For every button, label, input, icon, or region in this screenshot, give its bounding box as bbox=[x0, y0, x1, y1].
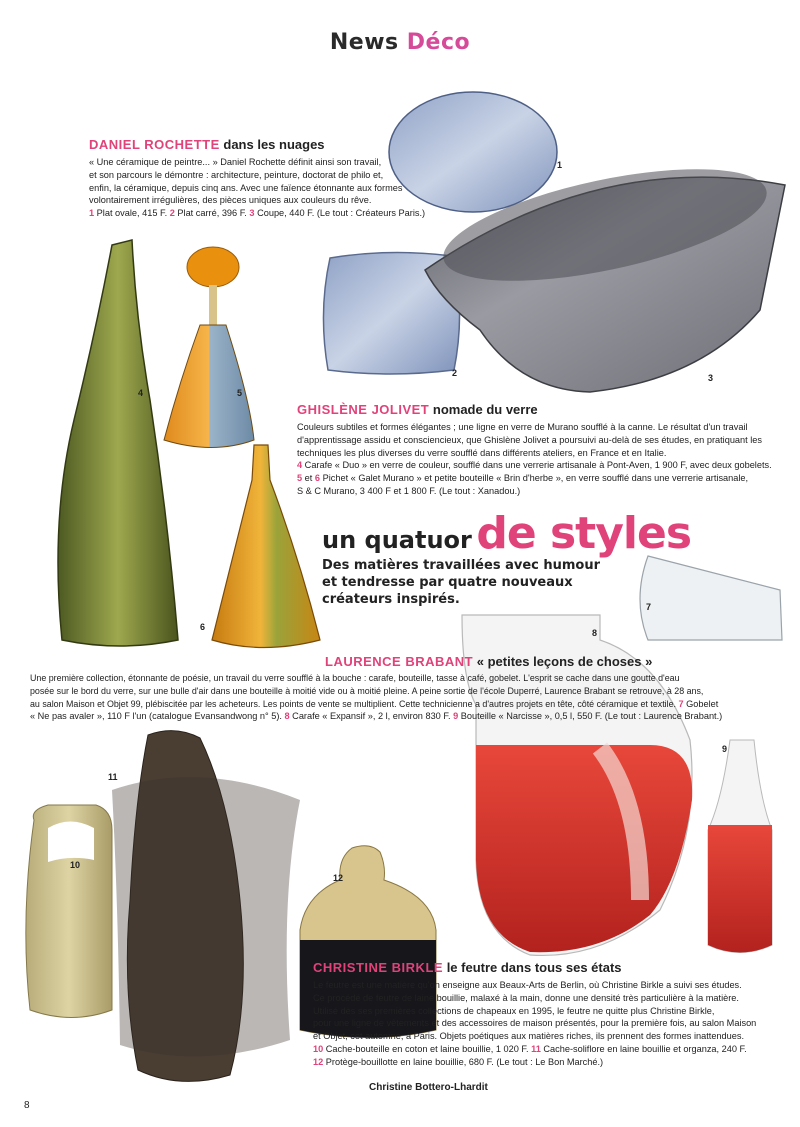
photo-number-8: 8 bbox=[592, 628, 598, 638]
brabant-line: Une première collection, étonnante de poésie, un travail du verre soufflé à la bouche : carafe, bouteille, tasse à café, gobelet. L'esprit se cache dans une goutte d'eau bbox=[30, 673, 680, 683]
jolivet-title bbox=[297, 402, 538, 417]
credit-text: Bouteille « Narcisse », 0,5 l, 550 F. (Le tout : Laurence Brabant.) bbox=[458, 711, 723, 722]
brabant-line-text: au salon Maison et Objet 99, plébiscitée par les acheteurs. Les points de vente se multiplient. Cette technicienne a d'autres projets en tête, côté céramique et textile. bbox=[30, 698, 676, 709]
credit-num: 3 bbox=[249, 208, 255, 219]
credit-num: 9 bbox=[453, 711, 459, 722]
credit-text: Plat carré, 396 F. bbox=[174, 208, 250, 219]
brabant-title bbox=[325, 654, 652, 669]
credit-text: « Ne pas avaler », 110 F l'un (catalogue Evansandwong n° 5). bbox=[30, 711, 285, 722]
credit-text: Gobelet bbox=[683, 698, 719, 709]
jolivet-line: Couleurs subtiles et formes élégantes ; une ligne en verre de Murano soufflé à la canne. Le résultat d'un travail bbox=[297, 422, 748, 432]
credit-num: 6 bbox=[314, 473, 321, 484]
photo-number-10: 10 bbox=[70, 860, 81, 870]
birkle-line: Utilisé dès ses premières collections de chapeaux en 1995, le feutre ne quitte plus Christine Birkle, bbox=[313, 1005, 715, 1016]
photo-number-11: 11 bbox=[108, 772, 118, 782]
rochette-body bbox=[89, 156, 425, 220]
brabant-credit bbox=[30, 710, 722, 723]
photo-number-3: 3 bbox=[708, 373, 714, 383]
credit-num: 2 bbox=[169, 208, 175, 219]
birkle-line: et Objet, cet automne, à Paris. Objets poétiques aux matières riches, ils prennent des formes inattendues. bbox=[313, 1031, 745, 1042]
photo-number-7: 7 bbox=[646, 602, 652, 612]
photo-number-2: 2 bbox=[452, 368, 458, 378]
subheadline-line: créateurs inspirés. bbox=[322, 592, 460, 607]
credit-num: 5 bbox=[297, 473, 303, 484]
credit-text: Plat ovale, 415 F. bbox=[94, 208, 170, 219]
brabant-line: posée sur le bord du verre, sur une bulle d'air dans une bouteille à moitié vide ou à moitié pleine. A peine sortie de l'école Duperré, Laurence Brabant se retrouve, à 28 ans, bbox=[30, 685, 704, 696]
birkle-title bbox=[313, 960, 622, 975]
photo-number-6: 6 bbox=[200, 622, 206, 632]
credit-num: 10 bbox=[313, 1043, 324, 1054]
birkle-line: Ce procédé de feutre de laine bouillie, malaxé à la main, donne une densité très particulière à la matière. bbox=[313, 992, 739, 1003]
subheadline bbox=[322, 557, 600, 608]
jolivet-title-rest: nomade du verre bbox=[432, 402, 538, 417]
photo-number-4: 4 bbox=[138, 388, 144, 398]
credit-num: 1 bbox=[89, 208, 95, 219]
jolivet-name: GHISLÈNE JOLIVET bbox=[297, 402, 430, 417]
rochette-line: enfin, la céramique, depuis cinq ans. Avec une faïence étonnante aux formes bbox=[89, 182, 403, 193]
photo-number-5: 5 bbox=[237, 388, 243, 398]
author-byline: Christine Bottero-Lhardit bbox=[369, 1082, 488, 1093]
credit-text: Cache-soliflore en laine bouillie et organza, 240 F. bbox=[540, 1043, 747, 1054]
brabant-name: LAURENCE BRABANT bbox=[325, 654, 474, 669]
rochette-line: « Une céramique de peintre... » Daniel Rochette définit ainsi son travail, bbox=[89, 157, 382, 167]
birkle-title-rest: le feutre dans tous ses états bbox=[446, 960, 622, 975]
rochette-line: volontairement irrégulières, des pièces uniques aux couleurs du rêve. bbox=[89, 195, 372, 206]
credit-num: 4 bbox=[297, 460, 303, 471]
rochette-name: DANIEL ROCHETTE bbox=[89, 137, 220, 152]
credit-num: 11 bbox=[531, 1043, 541, 1054]
brabant-line bbox=[30, 698, 722, 711]
photo-number-1: 1 bbox=[557, 160, 563, 170]
birkle-credit bbox=[313, 1043, 756, 1056]
rochette-line: et son parcours le démontre : architecture, peinture, doctorat de philo et, bbox=[89, 169, 384, 180]
credit-num: 12 bbox=[313, 1056, 324, 1067]
birkle-line: pour une ligne de vêtements et des accessoires de maison présentés, pour la première fois, au salon Maison bbox=[313, 1018, 757, 1029]
rochette-title bbox=[89, 137, 325, 152]
credit-text: et bbox=[302, 473, 315, 484]
credit-text: Protège-bouillotte en laine bouillie, 680 F. (Le tout : Le Bon Marché.) bbox=[323, 1056, 604, 1067]
page-header bbox=[0, 30, 800, 55]
birkle-body bbox=[313, 979, 756, 1069]
rochette-credit bbox=[89, 207, 425, 220]
brabant-title-rest: « petites leçons de choses » bbox=[476, 654, 653, 669]
headline-part-a: un quatuor bbox=[322, 526, 472, 554]
birkle-credit bbox=[313, 1056, 756, 1069]
photo-number-12: 12 bbox=[333, 873, 344, 883]
birkle-line: Le feutre est une matière qu'on enseigne aux Beaux-Arts de Berlin, où Christine Birkle a suivi ses études. bbox=[313, 980, 742, 990]
jolivet-line: techniques les plus diverses du verre soufflé dans différents ateliers, en France et en Italie. bbox=[297, 447, 667, 458]
subheadline-line: Des matières travaillées avec humour bbox=[322, 558, 601, 573]
birkle-name: CHRISTINE BIRKLE bbox=[313, 960, 444, 975]
credit-text: Cache-bouteille en coton et laine bouillie, 1 020 F. bbox=[323, 1043, 532, 1054]
brabant-body bbox=[30, 672, 722, 723]
jolivet-credit bbox=[297, 472, 772, 485]
credit-text: Carafe « Expansif », 2 l, environ 830 F. bbox=[289, 711, 454, 722]
header-word-deco: Déco bbox=[406, 30, 471, 55]
jolivet-line: d'apprentissage assidu et consciencieux, que Ghislène Jolivet a poursuivi au-delà de ses études, en pratiquant les bbox=[297, 434, 762, 445]
subheadline-line: et tendresse par quatre nouveaux bbox=[322, 575, 573, 590]
credit-num: 7 bbox=[678, 698, 684, 709]
credit-text: Coupe, 440 F. (Le tout : Créateurs Paris.) bbox=[254, 208, 426, 219]
headline-part-b: de styles bbox=[476, 508, 692, 559]
headline bbox=[322, 508, 691, 559]
rochette-title-rest: dans les nuages bbox=[223, 137, 325, 152]
photo-number-9: 9 bbox=[722, 744, 728, 754]
credit-num: 8 bbox=[284, 711, 290, 722]
jolivet-credit bbox=[297, 459, 772, 472]
header-word-news: News bbox=[329, 30, 399, 55]
credit-text: Pichet « Galet Murano » et petite bouteille « Brin d'herbe », en verre soufflé dans une verrerie artisanale, bbox=[320, 473, 749, 484]
jolivet-body bbox=[297, 421, 772, 498]
page-number: 8 bbox=[24, 1100, 30, 1111]
jolivet-credit: S & C Murano, 3 400 F et 1 800 F. (Le tout : Xanadou.) bbox=[297, 485, 521, 496]
credit-text: Carafe « Duo » en verre de couleur, soufflé dans une verrerie artisanale à Pont-Aven, 1 900 F, avec deux gobelets. bbox=[302, 460, 772, 471]
